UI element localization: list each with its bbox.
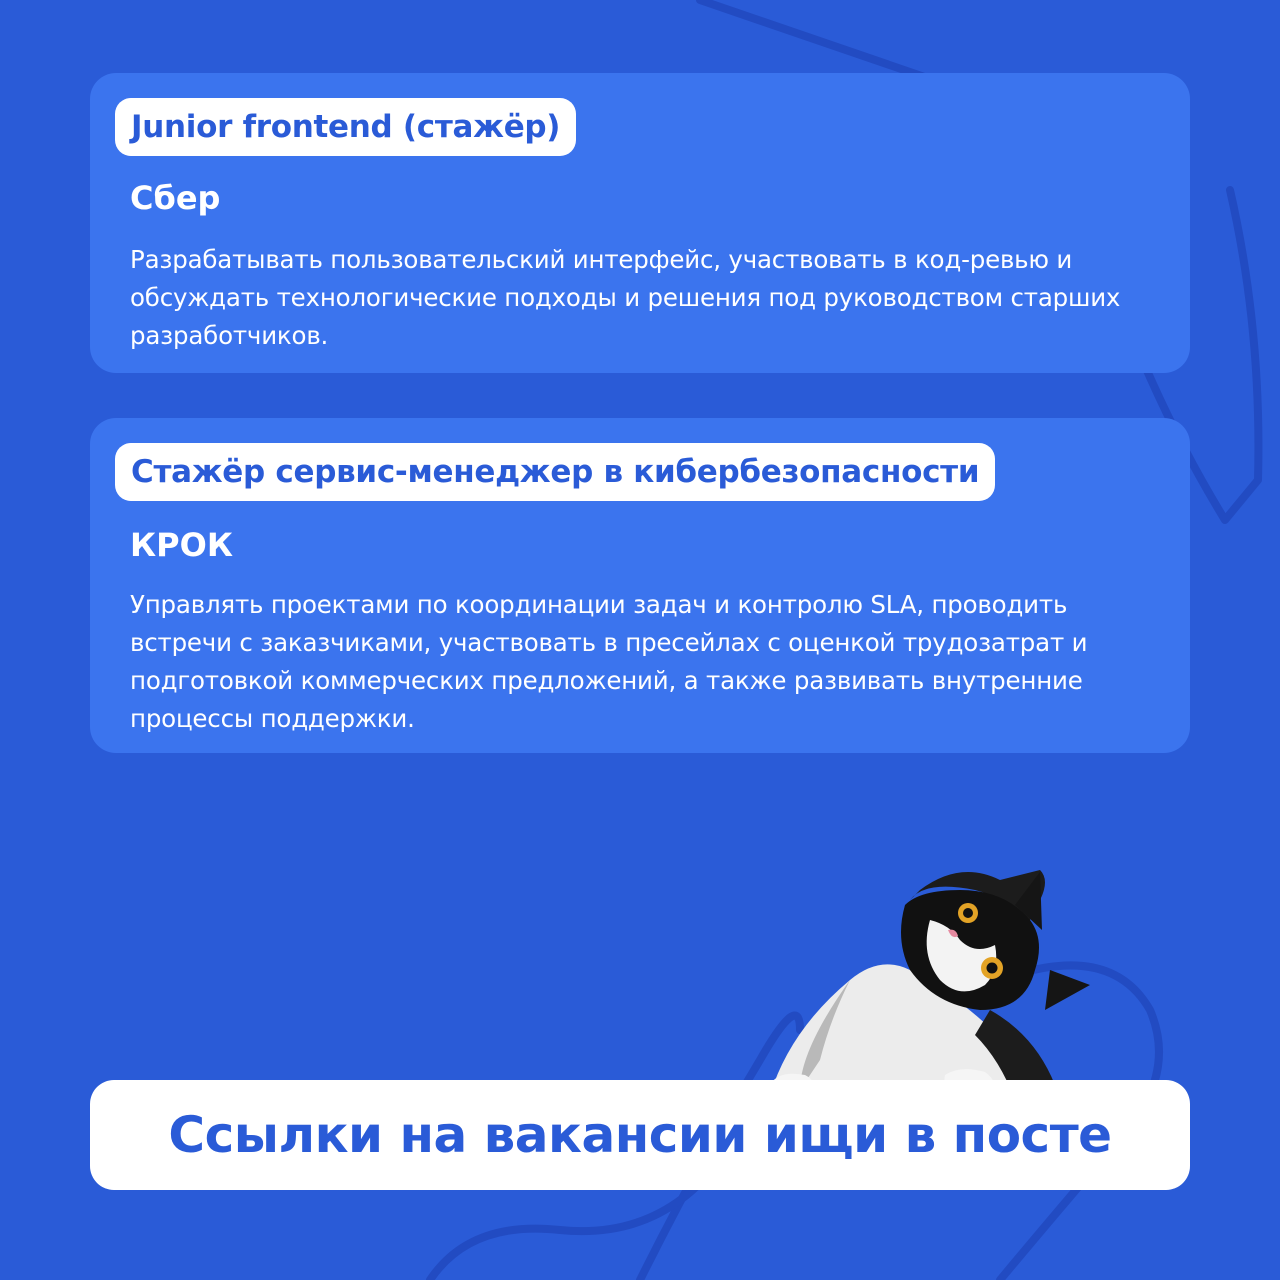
vacancy-title: Стажёр сервис-менеджер в кибербезопасности <box>131 454 980 490</box>
vacancy-company: Сбер <box>130 179 221 217</box>
vacancy-description: Разрабатывать пользовательский интерфейс, участвовать в код-ревью и обсуждать технологические подходы и решения под руководством старших разработчиков. <box>130 245 1121 350</box>
cta-banner <box>90 1080 1190 1190</box>
cta-text: Ссылки на вакансии ищи в посте <box>168 1106 1112 1164</box>
vacancy-card-2 <box>90 418 1190 753</box>
vacancy-title: Junior frontend (стажёр) <box>131 109 561 145</box>
vacancy-description: Управлять проектами по координации задач и контролю SLA, проводить встречи с заказчиками, участвовать в пресейлах с оценкой трудозатрат и подготовкой коммерческих предложений, а также развивать внутренние процессы поддержки. <box>130 590 1088 733</box>
vacancy-title-pill <box>115 98 576 156</box>
vacancy-title-pill <box>115 443 995 501</box>
vacancy-card-1 <box>90 73 1190 373</box>
vacancy-company: КРОК <box>130 526 233 564</box>
